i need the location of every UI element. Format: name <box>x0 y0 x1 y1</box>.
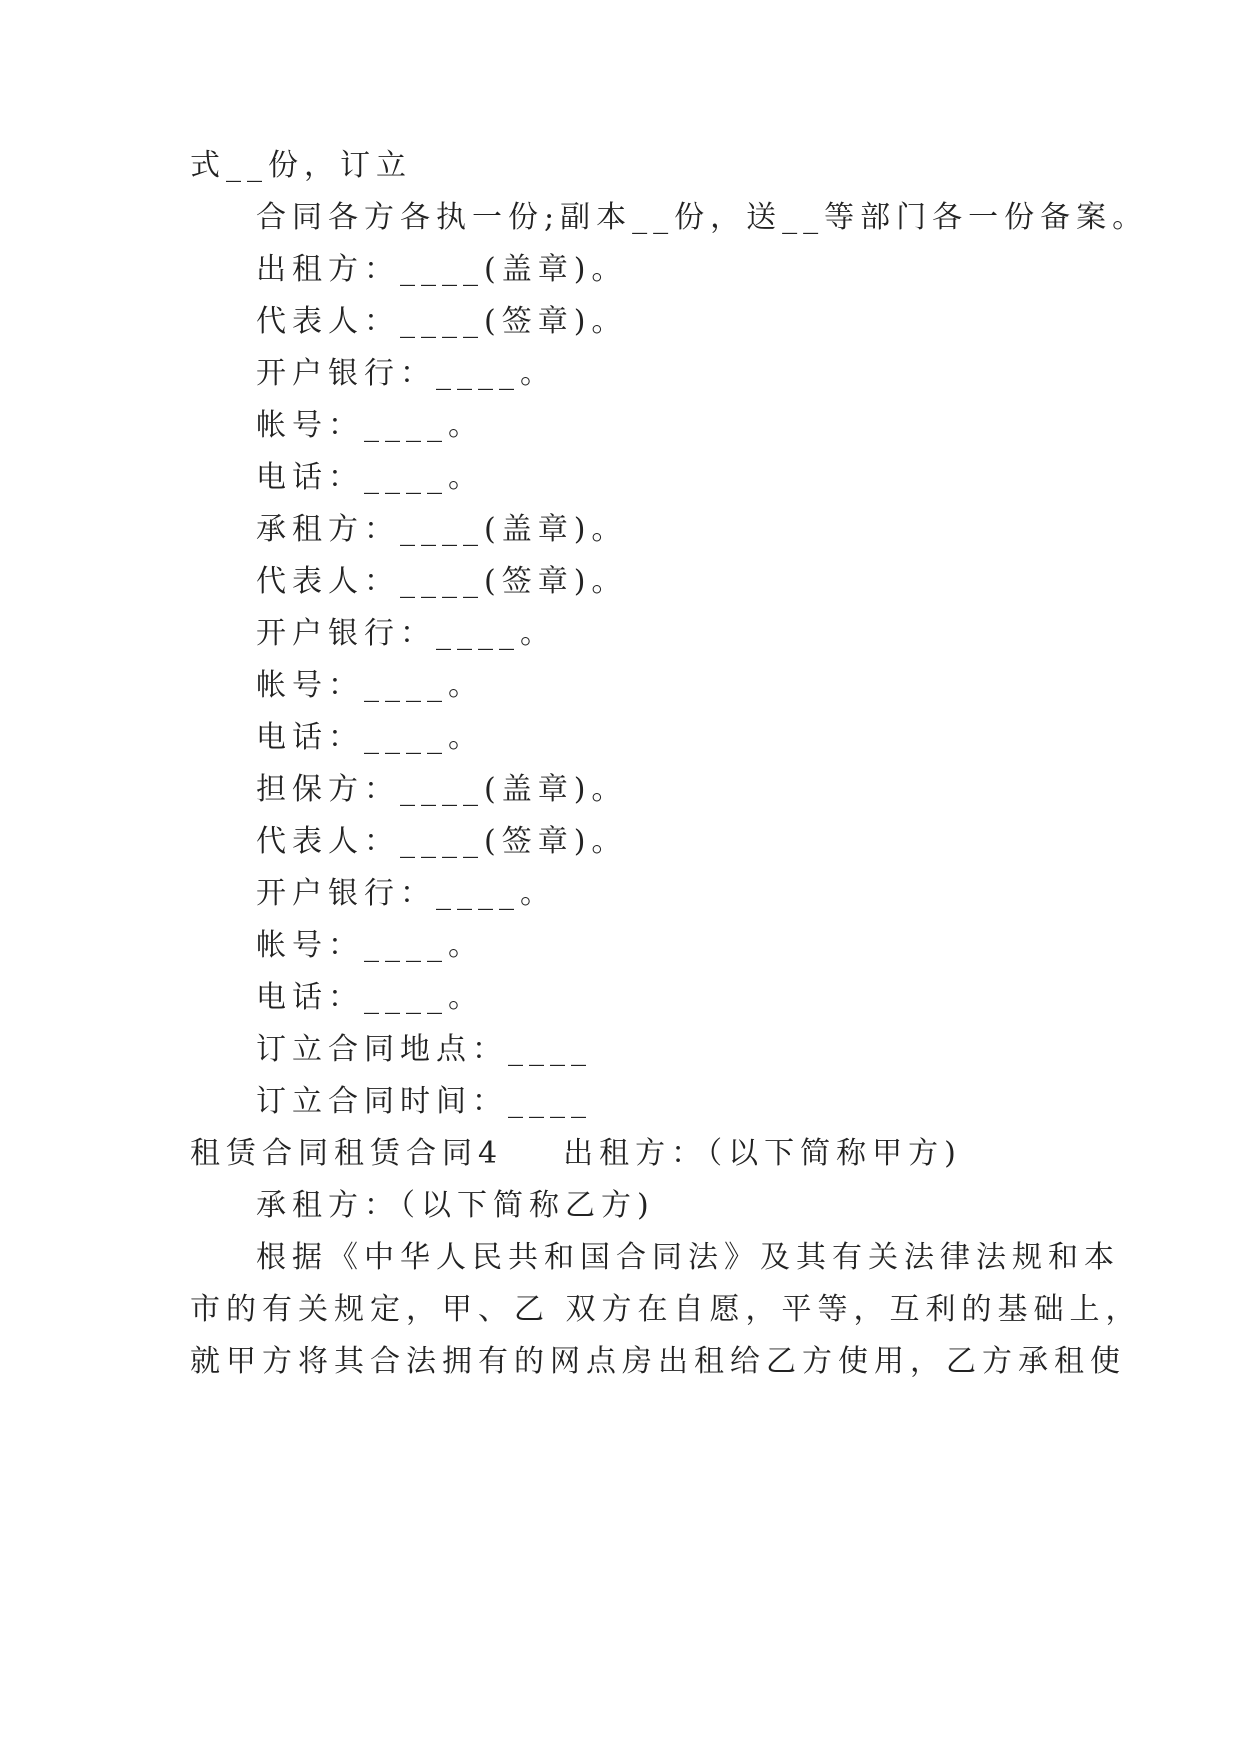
representative-line: 代表人：____(签章)。 <box>256 824 628 859</box>
text-line: 式__份，订立 <box>190 148 412 183</box>
signing-time-line: 订立合同时间：____ <box>256 1084 592 1119</box>
lessor-intro: 出租方：（以下简称甲方) <box>563 1136 962 1171</box>
account-line: 帐号：____。 <box>256 928 484 963</box>
lessee-line: 承租方：____(盖章)。 <box>256 512 628 547</box>
phone-line: 电话：____。 <box>256 980 484 1015</box>
paragraph-line: 就甲方将其合法拥有的网点房出租给乙方使用，乙方承租使 <box>190 1344 1126 1379</box>
phone-line: 电话：____。 <box>256 720 484 755</box>
guarantor-line: 担保方：____(盖章)。 <box>256 772 628 807</box>
signing-place-line: 订立合同地点：____ <box>256 1032 592 1067</box>
paragraph-line: 市的有关规定，甲、乙 双方在自愿，平等，互利的基础上， <box>190 1292 1142 1327</box>
paragraph-line: 根据《中华人民共和国合同法》及其有关法律法规和本 <box>256 1240 1120 1275</box>
account-line: 帐号：____。 <box>256 408 484 443</box>
representative-line: 代表人：____(签章)。 <box>256 304 628 339</box>
bank-line: 开户银行：____。 <box>256 616 556 651</box>
bank-line: 开户银行：____。 <box>256 356 556 391</box>
contract-title-line <box>190 1134 962 1174</box>
bank-line: 开户银行：____。 <box>256 876 556 911</box>
text-line: 合同各方各执一份;副本__份，送__等部门各一份备案。 <box>256 200 1149 235</box>
contract-title: 租赁合同租赁合同4 <box>190 1136 504 1171</box>
lessor-line: 出租方：____(盖章)。 <box>256 252 628 287</box>
phone-line: 电话：____。 <box>256 460 484 495</box>
account-line: 帐号：____。 <box>256 668 484 703</box>
lessee-intro: 承租方：（以下简称乙方) <box>256 1188 655 1223</box>
representative-line: 代表人：____(签章)。 <box>256 564 628 599</box>
